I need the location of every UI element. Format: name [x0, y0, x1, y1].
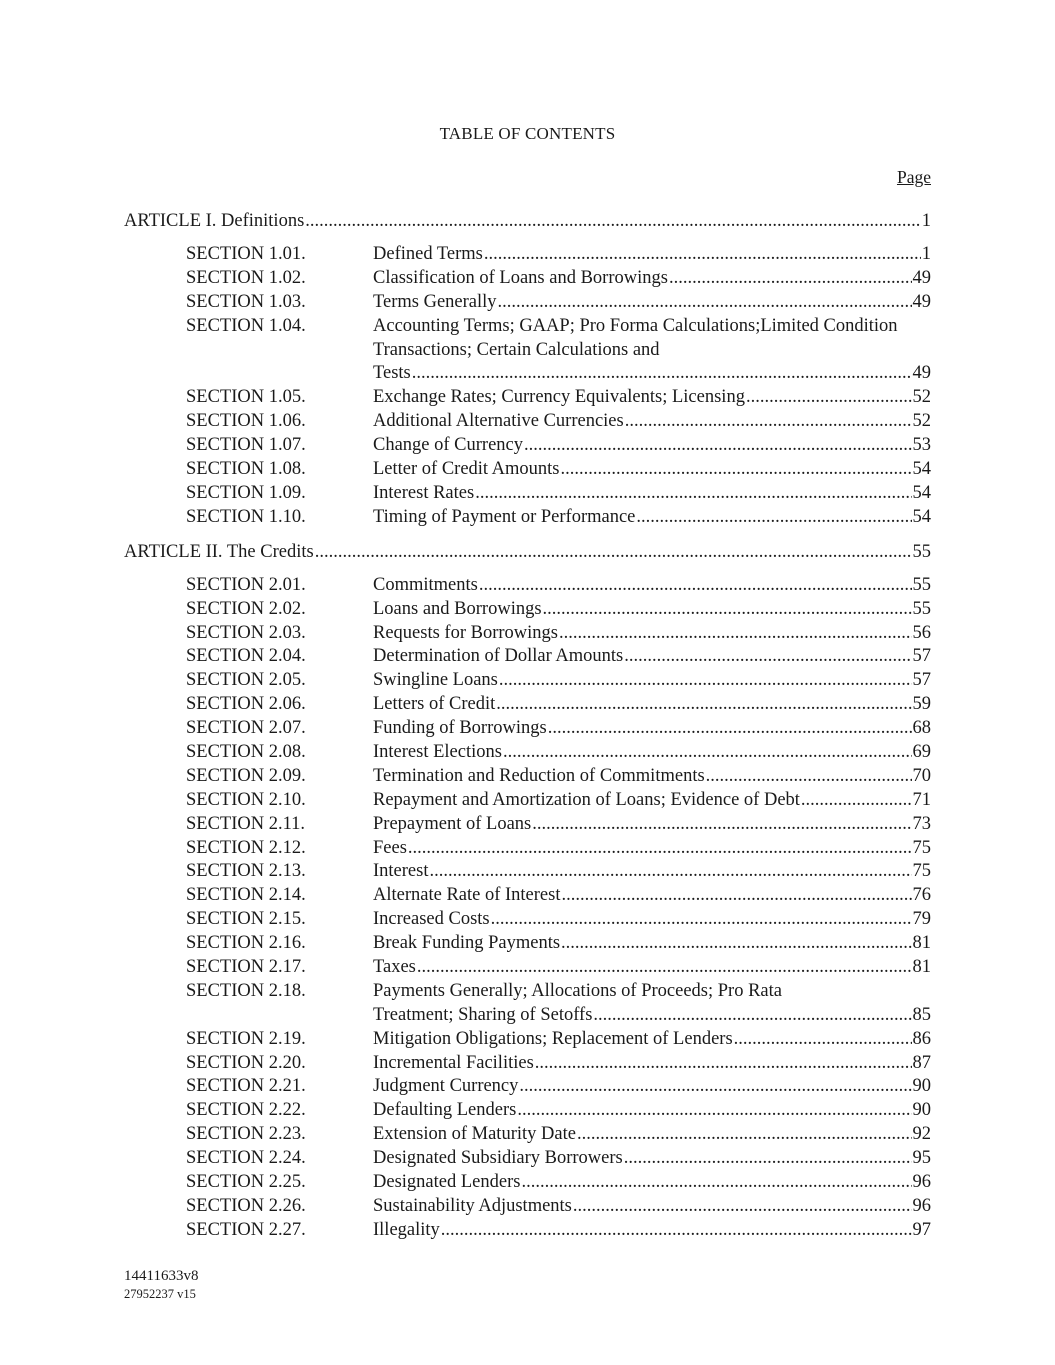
section-title: Letter of Credit Amounts: [373, 459, 560, 480]
section-title: Terms Generally: [373, 291, 497, 312]
section-title-block: [373, 458, 931, 482]
section-title-line: Limited Condition Transactions; Certain Calculations and: [373, 315, 898, 360]
section-title: Change of Currency: [373, 435, 524, 456]
section-page-number: 75: [912, 861, 931, 882]
dot-leader: [636, 506, 911, 530]
section-entry[interactable]: [124, 243, 931, 267]
section-page-number: 79: [912, 909, 931, 930]
section-entry[interactable]: [124, 291, 931, 315]
dot-leader: [491, 908, 912, 932]
document-id: 14411633v8: [124, 1268, 199, 1284]
section-number: SECTION 2.19.: [186, 1028, 306, 1049]
section-number: SECTION 1.04.: [186, 315, 306, 336]
section-entry[interactable]: [124, 717, 931, 741]
section-number: SECTION 1.05.: [186, 387, 306, 408]
section-title: Increased Costs: [373, 909, 490, 930]
section-title-line: [373, 765, 931, 789]
section-entry[interactable]: [124, 1147, 931, 1171]
section-page-number: 76: [912, 885, 931, 906]
section-page-number: 97: [912, 1219, 931, 1240]
section-page-number: 54: [912, 459, 931, 480]
dot-leader: [669, 267, 912, 291]
dot-leader: [479, 574, 912, 598]
section-page-number: 1: [921, 244, 931, 264]
section-page-number: 69: [912, 741, 931, 762]
section-entry[interactable]: [124, 932, 931, 956]
section-page-number: 75: [912, 837, 931, 858]
section-number: SECTION 2.07.: [186, 718, 306, 739]
section-title-block: [373, 482, 931, 506]
dot-leader: [517, 1099, 911, 1123]
section-title: Extension of Maturity Date: [373, 1124, 576, 1145]
section-title-line: [373, 243, 931, 267]
section-title: Designated Lenders: [373, 1172, 521, 1192]
section-entry[interactable]: [124, 741, 931, 765]
section-title-block: [373, 669, 931, 693]
section-entry[interactable]: [124, 598, 931, 622]
section-number: SECTION 2.14.: [186, 885, 306, 906]
section-page-number: 92: [912, 1124, 931, 1145]
section-page-number: 53: [912, 435, 931, 456]
dot-leader: [475, 482, 911, 506]
section-entry[interactable]: [124, 884, 931, 908]
section-title-block: [373, 717, 931, 741]
section-title-block: [373, 598, 931, 622]
article-page-number: 1: [921, 211, 931, 231]
section-title-block: [373, 386, 931, 410]
dot-leader: [305, 209, 920, 233]
dot-leader: [441, 1219, 912, 1243]
section-title-line: [373, 717, 931, 741]
section-title-block: [373, 693, 931, 717]
section-page-number: 90: [912, 1076, 931, 1097]
section-number: SECTION 2.17.: [186, 956, 306, 977]
section-page-number: 86: [912, 1028, 931, 1049]
section-title-line: [373, 434, 931, 458]
section-title-block: [373, 908, 931, 932]
section-title-line: [373, 645, 931, 669]
section-number: SECTION 2.08.: [186, 741, 306, 762]
section-entry[interactable]: [124, 1123, 931, 1147]
section-number: SECTION 2.16.: [186, 933, 306, 954]
section-title: Incremental Facilities: [373, 1052, 534, 1073]
section-page-number: 49: [912, 291, 931, 312]
section-number: SECTION 1.01.: [186, 244, 306, 264]
dot-leader: [408, 837, 912, 861]
section-title-line: [373, 908, 931, 932]
section-number: SECTION 1.06.: [186, 411, 306, 432]
section-number: SECTION 1.03.: [186, 291, 306, 312]
section-title-block: [373, 956, 931, 980]
section-number: SECTION 2.27.: [186, 1219, 306, 1240]
page-column-label: Page: [896, 167, 931, 187]
dot-leader: [561, 884, 911, 908]
section-title-block: [373, 1171, 931, 1195]
section-entry[interactable]: [124, 1099, 931, 1123]
section-title: Termination and Reduction of Commitments: [373, 765, 705, 786]
section-title-line: [373, 598, 931, 622]
section-entry[interactable]: [124, 482, 931, 506]
section-entry[interactable]: [124, 434, 931, 458]
section-number: SECTION 2.12.: [186, 837, 306, 858]
dot-leader: [499, 669, 912, 693]
section-title-line: [373, 884, 931, 908]
section-page-number: 96: [912, 1172, 931, 1192]
section-title-line: [373, 482, 931, 506]
section-title: Treatment; Sharing of Setoffs: [373, 1004, 593, 1025]
section-title: Additional Alternative Currencies: [373, 411, 624, 432]
section-page-number: 90: [912, 1100, 931, 1121]
section-entry[interactable]: [124, 410, 931, 434]
section-title: Requests for Borrowings: [373, 622, 558, 643]
page-title: TABLE OF CONTENTS: [439, 124, 616, 143]
section-title-line: [373, 789, 931, 813]
dot-leader: [484, 243, 921, 267]
section-number: SECTION 2.05.: [186, 670, 306, 691]
section-title-line: [373, 506, 931, 530]
article-page-number: 55: [912, 541, 931, 562]
section-title-line: [373, 741, 931, 765]
dot-leader: [577, 1123, 912, 1147]
dot-leader: [498, 291, 912, 315]
dot-leader: [624, 1147, 912, 1171]
section-entry[interactable]: [124, 458, 931, 482]
section-title-block: [373, 1052, 931, 1076]
dot-leader: [801, 789, 912, 813]
section-title-line: [373, 622, 931, 646]
section-entry[interactable]: [124, 1195, 931, 1219]
section-entry[interactable]: [124, 1052, 931, 1076]
section-title-block: [373, 789, 931, 813]
section-page-number: 95: [912, 1148, 931, 1169]
section-page-number: 52: [912, 387, 931, 408]
section-page-number: 81: [912, 933, 931, 954]
section-entry[interactable]: [124, 386, 931, 410]
dot-leader: [521, 1171, 911, 1195]
section-title-block: [373, 837, 931, 861]
section-title: Break Funding Payments: [373, 933, 561, 954]
section-title: Defaulting Lenders: [373, 1100, 517, 1121]
section-page-number: 59: [912, 694, 931, 715]
section-number: SECTION 2.22.: [186, 1100, 306, 1121]
section-entry[interactable]: [124, 956, 931, 980]
section-page-number: 71: [912, 789, 931, 810]
section-number: SECTION 2.01.: [186, 574, 306, 595]
section-title-line: [373, 386, 931, 410]
section-entry[interactable]: [124, 693, 931, 717]
section-entry[interactable]: [124, 860, 931, 884]
section-title-line: [373, 362, 931, 386]
dot-leader: [417, 956, 912, 980]
section-number: SECTION 1.07.: [186, 435, 306, 456]
section-title-line: [373, 267, 931, 291]
section-title-line: [373, 291, 931, 315]
section-entry[interactable]: [124, 813, 931, 837]
section-number: SECTION 2.13.: [186, 861, 306, 882]
section-title-block: [373, 1195, 931, 1219]
section-title-block: [373, 506, 931, 530]
section-entry[interactable]: [124, 837, 931, 861]
dot-leader: [315, 540, 912, 564]
section-entry[interactable]: [124, 1075, 931, 1099]
section-title-line: [373, 1171, 931, 1195]
section-title: Alternate Rate of Interest: [373, 885, 561, 906]
section-page-number: 49: [912, 267, 931, 288]
dot-leader: [734, 1028, 912, 1052]
section-page-number: 54: [912, 506, 931, 527]
section-title: Swingline Loans: [373, 670, 498, 691]
dot-leader: [624, 645, 911, 669]
section-title-block: [373, 291, 931, 315]
section-number: SECTION 2.15.: [186, 909, 306, 930]
section-page-number: 85: [912, 1004, 931, 1025]
section-number: SECTION 2.18.: [186, 980, 306, 1001]
section-page-number: 57: [912, 646, 931, 667]
section-entry[interactable]: [124, 622, 931, 646]
section-number: SECTION 1.10.: [186, 506, 306, 527]
dot-leader: [496, 693, 911, 717]
dot-leader: [535, 1052, 912, 1076]
section-title: Interest Rates: [373, 482, 475, 503]
document-version-id: 27952237 v15: [124, 1287, 196, 1301]
section-title: Defined Terms: [373, 244, 483, 264]
dot-leader: [543, 598, 912, 622]
section-page-number: 57: [912, 670, 931, 691]
section-title-block: [373, 741, 931, 765]
section-number: SECTION 2.04.: [186, 646, 306, 667]
section-page-number: 55: [912, 598, 931, 619]
dot-leader: [559, 622, 912, 646]
section-number: SECTION 2.10.: [186, 789, 306, 810]
section-title: Judgment Currency: [373, 1076, 519, 1097]
section-title-block: [373, 1123, 931, 1147]
section-title: Interest: [373, 861, 429, 882]
section-title-line: [373, 860, 931, 884]
section-page-number: 81: [912, 956, 931, 977]
section-entry[interactable]: [124, 765, 931, 789]
section-page-number: 87: [912, 1052, 931, 1073]
dot-leader: [524, 434, 911, 458]
section-page-number: 52: [912, 411, 931, 432]
section-number: SECTION 2.20.: [186, 1052, 306, 1073]
section-number: SECTION 2.26.: [186, 1195, 306, 1216]
article-heading[interactable]: [124, 209, 931, 233]
dot-leader: [561, 932, 911, 956]
section-entry[interactable]: [124, 908, 931, 932]
section-title: Letters of Credit: [373, 694, 496, 715]
section-title: Taxes: [373, 956, 416, 977]
section-title: Interest Elections: [373, 741, 502, 762]
section-number: SECTION 2.03.: [186, 622, 306, 643]
section-title: Mitigation Obligations; Replacement of Lenders: [373, 1028, 733, 1049]
section-title-line: [373, 458, 931, 482]
section-number: SECTION 2.11.: [186, 813, 306, 834]
dot-leader: [532, 813, 911, 837]
section-entry[interactable]: [124, 645, 931, 669]
section-page-number: 70: [912, 765, 931, 786]
section-title-line: Payments Generally; Allocations of Proceeds; Pro Rata: [373, 980, 782, 1001]
section-title: Determination of Dollar Amounts: [373, 646, 624, 667]
section-title: Funding of Borrowings: [373, 718, 547, 739]
section-title-block: [373, 1028, 931, 1052]
section-page-number: 49: [912, 363, 931, 384]
dot-leader: [412, 362, 912, 386]
section-title-line: [373, 693, 931, 717]
article-heading[interactable]: [124, 540, 931, 564]
section-number: SECTION 1.09.: [186, 482, 306, 503]
section-title-block: [373, 267, 931, 291]
section-page-number: 56: [912, 622, 931, 643]
section-title-line: [373, 1075, 931, 1099]
dot-leader: [706, 765, 912, 789]
section-title-block: [373, 765, 931, 789]
section-title-block: [373, 1099, 931, 1123]
section-title-block: [373, 980, 931, 1028]
section-entry[interactable]: [124, 574, 931, 598]
section-page-number: 96: [912, 1195, 931, 1216]
section-title: Illegality: [373, 1219, 440, 1240]
section-title-line: [373, 1004, 931, 1028]
section-title-line: [373, 956, 931, 980]
section-title-line: [373, 1052, 931, 1076]
section-title: Classification of Loans and Borrowings: [373, 267, 668, 288]
section-title-line: [373, 1099, 931, 1123]
article-title: ARTICLE II. The Credits: [124, 541, 314, 562]
dot-leader: [573, 1195, 912, 1219]
section-page-number: 54: [912, 482, 931, 503]
section-title: Sustainability Adjustments: [373, 1195, 572, 1216]
section-number: SECTION 2.24.: [186, 1148, 306, 1169]
section-title-line: Accounting Terms; GAAP; Pro Forma Calculations;: [373, 315, 761, 336]
section-title: Loans and Borrowings: [373, 598, 542, 619]
section-title-block: [373, 622, 931, 646]
section-title-block: [373, 932, 931, 956]
section-title-line: [373, 813, 931, 837]
section-title-block: [373, 243, 931, 267]
section-page-number: 73: [912, 813, 931, 834]
section-title-block: [373, 315, 931, 387]
section-title: Prepayment of Loans: [373, 813, 532, 834]
section-title: Timing of Payment or Performance: [373, 506, 636, 527]
section-title-line: [373, 837, 931, 861]
section-title: Fees: [373, 837, 407, 858]
section-entry[interactable]: [124, 506, 931, 530]
article-title: ARTICLE I. Definitions: [124, 211, 305, 231]
section-title-block: [373, 410, 931, 434]
section-entry[interactable]: [124, 669, 931, 693]
section-title-line: [373, 932, 931, 956]
section-title-block: [373, 1147, 931, 1171]
section-entry[interactable]: [124, 1171, 931, 1195]
section-title-block: [373, 884, 931, 908]
section-number: SECTION 2.09.: [186, 765, 306, 786]
section-number: SECTION 2.02.: [186, 598, 306, 619]
section-title: Commitments: [373, 574, 478, 595]
section-title-line: [373, 1195, 931, 1219]
section-title-block: [373, 574, 931, 598]
section-title-block: [373, 860, 931, 884]
section-title-block: [373, 1075, 931, 1099]
section-number: SECTION 1.08.: [186, 459, 306, 480]
section-title-line: [373, 1147, 931, 1171]
section-title-block: [373, 434, 931, 458]
dot-leader: [519, 1075, 911, 1099]
section-number: SECTION 2.21.: [186, 1076, 306, 1097]
table-of-contents: [124, 209, 931, 1243]
section-entry[interactable]: [124, 980, 931, 1028]
dot-leader: [503, 741, 912, 765]
section-title: Exchange Rates; Currency Equivalents; Licensing: [373, 387, 745, 408]
section-number: SECTION 2.25.: [186, 1172, 306, 1192]
dot-leader: [746, 386, 912, 410]
dot-leader: [561, 458, 912, 482]
section-title-line: [373, 410, 931, 434]
section-title-line: [373, 574, 931, 598]
section-title-block: [373, 1219, 931, 1243]
section-number: SECTION 1.02.: [186, 267, 306, 288]
section-title-line: [373, 1219, 931, 1243]
section-page-number: 55: [912, 574, 931, 595]
dot-leader: [548, 717, 912, 741]
section-title-line: [373, 1028, 931, 1052]
section-title: Designated Subsidiary Borrowers: [373, 1148, 623, 1169]
section-title: Repayment and Amortization of Loans; Evidence of Debt: [373, 789, 800, 810]
section-entry[interactable]: [124, 315, 931, 387]
dot-leader: [429, 860, 911, 884]
section-entry[interactable]: [124, 1028, 931, 1052]
section-title-line: [373, 1123, 931, 1147]
section-title-block: [373, 645, 931, 669]
dot-leader: [593, 1004, 911, 1028]
section-entry[interactable]: [124, 267, 931, 291]
dot-leader: [625, 410, 912, 434]
section-title-line: [373, 669, 931, 693]
section-entry[interactable]: [124, 789, 931, 813]
section-number: SECTION 2.23.: [186, 1124, 306, 1145]
section-number: SECTION 2.06.: [186, 694, 306, 715]
section-entry[interactable]: [124, 1219, 931, 1243]
section-title-block: [373, 813, 931, 837]
section-page-number: 68: [912, 718, 931, 739]
section-title: Tests: [373, 363, 411, 384]
